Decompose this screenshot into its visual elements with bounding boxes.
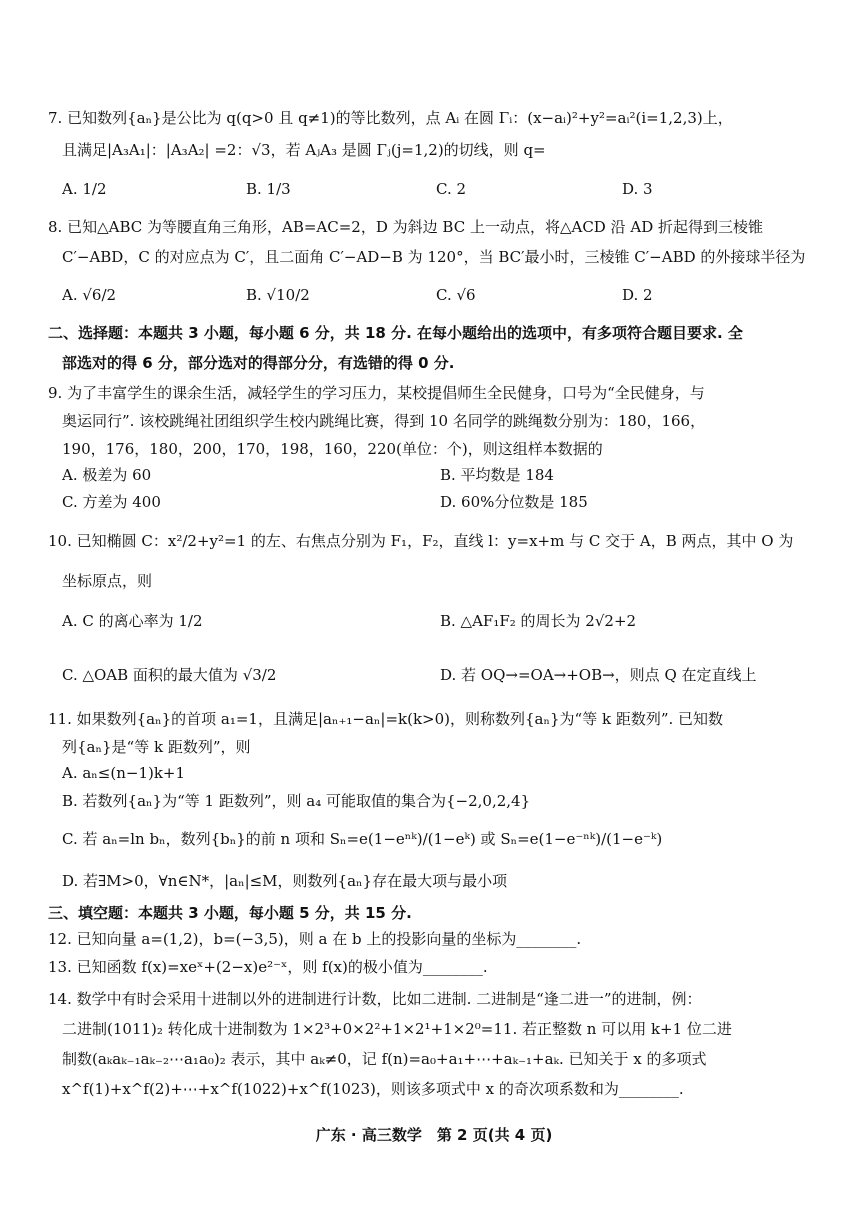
- q14-line4: x^f(1)+x^f(2)+⋯+x^f(1022)+x^f(1023)，则该多项式中 x 的奇次项系数和为________.: [62, 1080, 684, 1098]
- section2-heading-line2: 部选对的得 6 分，部分选对的得部分分，有选错的得 0 分.: [62, 354, 455, 372]
- q9-line2: 奥运同行”. 该校跳绳社团组织学生校内跳绳比赛，得到 10 名同学的跳绳数分别为：180，166，: [62, 412, 706, 430]
- q11-option-c: C. 若 aₙ=ln bₙ，数列{bₙ}的前 n 项和 Sₙ=e(1−eⁿᵏ)/(1−eᵏ) 或 Sₙ=e(1−e⁻ⁿᵏ)/(1−e⁻ᵏ): [62, 830, 663, 848]
- q7-option-d: D. 3: [622, 180, 653, 198]
- q11-option-b: B. 若数列{aₙ}为“等 1 距数列”，则 a₄ 可能取值的集合为{−2,0,2,4}: [62, 792, 531, 810]
- q11-option-d: D. 若∃M>0，∀n∈N*，|aₙ|≤M，则数列{aₙ}存在最大项与最小项: [62, 872, 508, 890]
- q14-line2: 二进制(1011)₂ 转化成十进制数为 1×2³+0×2²+1×2¹+1×2⁰=11. 若正整数 n 可以用 k+1 位二进: [62, 1020, 732, 1038]
- q12-line1: 12. 已知向量 a=(1,2)，b=(−3,5)，则 a 在 b 上的投影向量的坐标为________.: [48, 930, 582, 948]
- q8-option-b: B. √10/2: [246, 286, 310, 304]
- q10-option-d: D. 若 OQ→=OA→+OB→，则点 Q 在定直线上: [440, 666, 757, 684]
- q13-line1: 13. 已知函数 f(x)=xeˣ+(2−x)e²⁻ˣ，则 f(x)的极小值为________.: [48, 958, 488, 976]
- q9-option-b: B. 平均数是 184: [440, 466, 554, 484]
- q7-option-a: A. 1/2: [62, 180, 107, 198]
- q7-line2: 且满足|A₃A₁|：|A₃A₂| =2：√3，若 AⱼA₃ 是圆 Γⱼ(j=1,2)的切线，则 q=: [62, 141, 546, 159]
- q14-line3: 制数(aₖaₖ₋₁aₖ₋₂⋯a₁a₀)₂ 表示，其中 aₖ≠0，记 f(n)=a₀+a₁+⋯+aₖ₋₁+aₖ. 已知关于 x 的多项式: [62, 1050, 707, 1068]
- q11-line2: 列{aₙ}是“等 k 距数列”，则: [62, 738, 251, 756]
- section2-heading-line1: 二、选择题：本题共 3 小题，每小题 6 分，共 18 分. 在每小题给出的选项中，有多项符合题目要求. 全: [48, 324, 743, 342]
- q9-option-d: D. 60%分位数是 185: [440, 493, 588, 511]
- q8-option-a: A. √6/2: [62, 286, 117, 304]
- q10-option-b: B. △AF₁F₂ 的周长为 2√2+2: [440, 612, 637, 630]
- q7-option-b: B. 1/3: [246, 180, 291, 198]
- q10-line1: 10. 已知椭圆 C：x²/2+y²=1 的左、右焦点分别为 F₁，F₂，直线 l：y=x+m 与 C 交于 A，B 两点，其中 O 为: [48, 532, 794, 550]
- q11-option-a: A. aₙ≤(n−1)k+1: [62, 764, 186, 782]
- q9-line3: 190，176，180，200，170，198，160，220(单位：个)，则这组样本数据的: [62, 440, 603, 458]
- q8-line2: C′−ABD，C 的对应点为 C′，且二面角 C′−AD−B 为 120°，当 BC′最小时，三棱锥 C′−ABD 的外接球半径为: [62, 248, 806, 266]
- section3-heading: 三、填空题：本题共 3 小题，每小题 5 分，共 15 分.: [48, 904, 412, 922]
- q9-option-a: A. 极差为 60: [62, 466, 152, 484]
- q10-option-c: C. △OAB 面积的最大值为 √3/2: [62, 666, 277, 684]
- q8-line1: 8. 已知△ABC 为等腰直角三角形，AB=AC=2，D 为斜边 BC 上一动点，将△ACD 沿 AD 折起得到三棱锥: [48, 218, 763, 236]
- q8-option-c: C. √6: [436, 286, 476, 304]
- q11-line1: 11. 如果数列{aₙ}的首项 a₁=1，且满足|aₙ₊₁−aₙ|=k(k>0)，则称数列{aₙ}为“等 k 距数列”. 已知数: [48, 710, 724, 728]
- q7-line1: 7. 已知数列{aₙ}是公比为 q(q>0 且 q≠1)的等比数列，点 Aᵢ 在圆 Γᵢ：(x−aᵢ)²+y²=aᵢ²(i=1,2,3)上，: [48, 109, 733, 127]
- q7-option-c: C. 2: [436, 180, 467, 198]
- q9-line1: 9. 为了丰富学生的课余生活，减轻学生的学习压力，某校提倡师生全民健身，口号为“全民健身，与: [48, 384, 705, 402]
- q8-option-d: D. 2: [622, 286, 653, 304]
- q10-line2: 坐标原点，则: [62, 572, 153, 590]
- q10-option-a: A. C 的离心率为 1/2: [62, 612, 203, 630]
- q14-line1: 14. 数学中有时会采用十进制以外的进制进行计数，比如二进制. 二进制是“逢二进一”的进制，例：: [48, 990, 702, 1008]
- q9-option-c: C. 方差为 400: [62, 493, 161, 511]
- page-footer: 广东 · 高三数学 第 2 页(共 4 页): [315, 1126, 553, 1144]
